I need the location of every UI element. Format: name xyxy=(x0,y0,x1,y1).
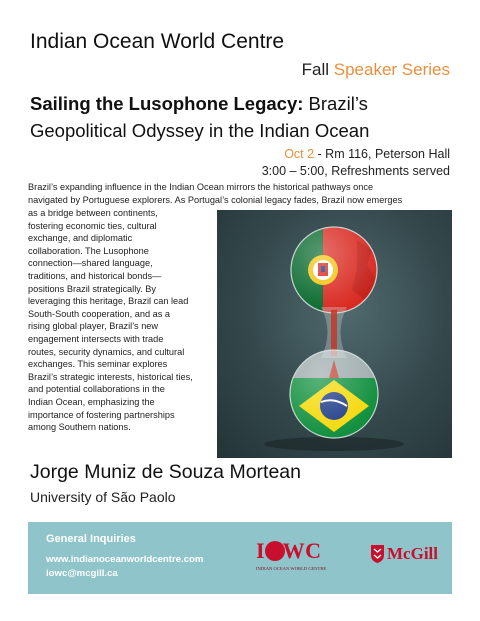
event-details xyxy=(262,146,450,180)
event-date: Oct 2 xyxy=(284,147,315,161)
event-time: 3:00 – 5:00, Refreshments served xyxy=(261,164,450,178)
abstract-column-line: traditions, and historical bonds— xyxy=(28,270,162,281)
series-name: Speaker Series xyxy=(333,60,450,79)
abstract-column-line: Brazil’s strategic interests, historical ties, xyxy=(28,371,193,382)
event-location: - Rm 116, Peterson Hall xyxy=(314,147,450,161)
abstract-column-line: importance of fostering partnerships xyxy=(28,409,175,420)
website-link[interactable]: www.indianoceanworldcentre.com xyxy=(46,554,204,565)
series-label xyxy=(302,60,450,80)
abstract-column-line: collaboration. The Lusophone xyxy=(28,245,149,256)
abstract-column-line: engagement intersects with trade xyxy=(28,333,164,344)
abstract-column-line: positions Brazil strategically. By xyxy=(28,283,156,294)
abstract-column-line: exchanges. This seminar explores xyxy=(28,359,168,370)
abstract-column-line: fostering economic ties, cultural xyxy=(28,220,157,231)
series-prefix: Fall xyxy=(301,60,334,79)
hourglass-icon xyxy=(217,210,452,458)
inquiries-heading: General Inquiries xyxy=(46,533,136,545)
abstract-column-line: as a bridge between continents, xyxy=(28,208,158,218)
abstract-column-line: rising global player, Brazil’s new xyxy=(28,321,159,332)
abstract-intro xyxy=(28,181,452,206)
email-link[interactable]: iowc@mcgill.ca xyxy=(46,568,118,579)
mcgill-logo-text: McGill xyxy=(387,544,438,563)
abstract-line-1: Brazil’s expanding influence in the Indian Ocean mirrors the historical pathways once xyxy=(28,182,374,192)
abstract-column-line: connection—shared language, xyxy=(28,258,153,269)
abstract-column xyxy=(28,207,212,434)
abstract-line-2: navigated by Portuguese explorers. As Portugal’s colonial legacy fades, Brazil now emerges xyxy=(28,194,403,205)
iowc-logo-subtitle: INDIAN OCEAN WORLD CENTRE xyxy=(256,566,327,571)
talk-title-line2: Geopolitical Odyssey in the Indian Ocean xyxy=(30,120,370,141)
iowc-logo xyxy=(256,538,360,584)
abstract-column-line: exchange, and diplomatic xyxy=(28,233,133,244)
mcgill-crest-icon xyxy=(370,544,385,564)
abstract-column-line: among Southern nations. xyxy=(28,422,131,433)
abstract-column-line: Indian Ocean, emphasizing the xyxy=(28,396,155,407)
talk-title xyxy=(30,90,450,144)
abstract-column-line: South-South cooperation, and as a xyxy=(28,308,170,319)
organization-name: Indian Ocean World Centre xyxy=(30,30,285,53)
iowc-logo-text: IOWC xyxy=(256,538,322,563)
abstract-column-line: and potential collaborations in the xyxy=(28,384,165,395)
speaker-affiliation: University of São Paolo xyxy=(30,489,176,505)
talk-title-bold: Sailing the Lusophone Legacy: xyxy=(30,93,304,114)
talk-title-rest: Brazil’s xyxy=(303,93,368,114)
abstract-column-line: routes, security dynamics, and cultural xyxy=(28,346,185,357)
abstract-column-line: leveraging this heritage, Brazil can lead xyxy=(28,296,189,307)
mcgill-logo xyxy=(370,541,450,571)
hourglass-illustration xyxy=(217,210,452,458)
event-date-location xyxy=(262,146,450,163)
speaker-name: Jorge Muniz de Souza Mortean xyxy=(30,461,301,483)
footer-inquiries xyxy=(28,522,452,594)
